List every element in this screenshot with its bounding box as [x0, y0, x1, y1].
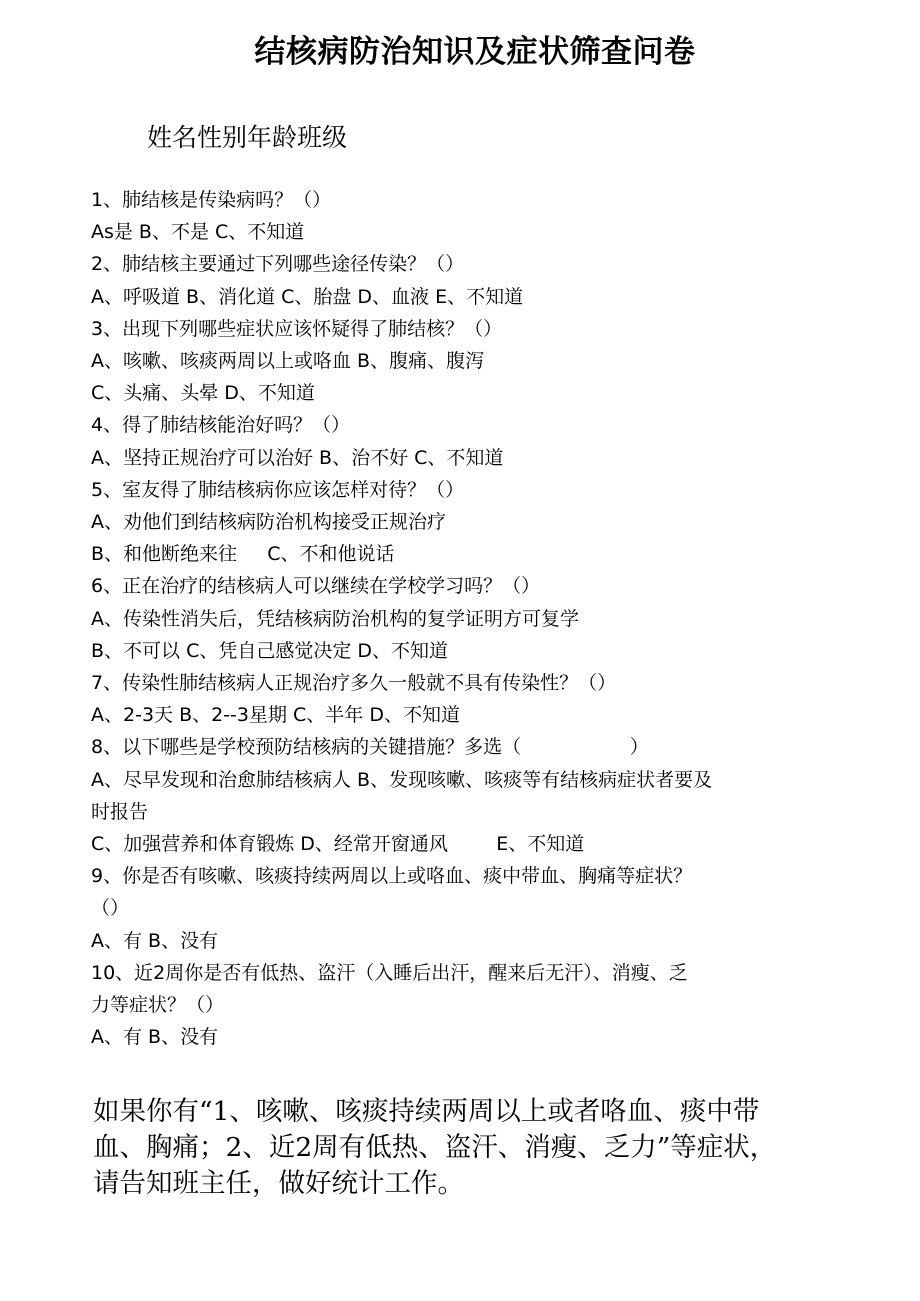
q5-options-line-2: B、和他断绝来往 C、不和他说话 [91, 543, 395, 566]
q8-question: 8、以下哪些是学校预防结核病的关键措施？多选（ ） [91, 736, 649, 759]
question-list [91, 184, 811, 1053]
info-fields-line: 姓名性别年龄班级 [147, 123, 348, 152]
q7-question: 7、传染性肺结核病人正规治疗多久一般就不具有传染性？（） [91, 672, 617, 695]
q1-question: 1、肺结核是传染病吗？（） [91, 189, 332, 211]
q4-question: 4、得了肺结核能治好吗？（） [91, 414, 351, 437]
q4-options: A、坚持正规治疗可以治好 B、治不好 C、不知道 [91, 446, 504, 469]
q8-options-line-2: 时报告 [91, 800, 149, 823]
q1-options: As是 B、不是 C、不知道 [91, 221, 305, 244]
q2-question: 2、肺结核主要通过下列哪些途径传染？（） [91, 253, 465, 276]
q5-question: 5、室友得了肺结核病你应该怎样对待？（） [91, 478, 465, 501]
q9-question: 9、你是否有咳嗽、咳痰持续两周以上或咯血、痰中带血、胸痛等症状？ [91, 865, 693, 888]
q10-options: A、有 B、没有 [91, 1026, 219, 1049]
q9-question-cont: （） [91, 897, 130, 920]
q2-options: A、呼吸道 B、消化道 C、胎盘 D、血液 E、不知道 [91, 285, 524, 308]
q8-options-line-1: A、尽早发现和治愈肺结核病人 B、发现咳嗽、咳痰等有结核病症状者要及 [91, 768, 713, 791]
page-title: 结核病防治知识及症状筛查问卷 [254, 34, 696, 70]
q10-question-cont: 力等症状？（） [91, 994, 225, 1017]
q6-options-line-2: B、不可以 C、凭自己感觉决定 D、不知道 [91, 639, 449, 662]
q8-options-line-3: C、加强营养和体育锻炼 D、经常开窗通风 E、不知道 [91, 833, 585, 856]
q3-options-line-1: A、咳嗽、咳痰两周以上或咯血 B、腹痛、腹泻 [91, 350, 485, 373]
q7-options: A、2-3天 B、2--3星期 C、半年 D、不知道 [91, 704, 460, 727]
q10-question: 10、近2周你是否有低热、盗汗（入睡后出汗，醒来后无汗）、消瘦、乏 [91, 961, 688, 984]
q3-question: 3、出现下列哪些症状应该怀疑得了肺结核？（） [91, 317, 503, 340]
q3-options-line-2: C、头痛、头晕 D、不知道 [91, 382, 315, 405]
q5-options-line-1: A、劝他们到结核病防治机构接受正规治疗 [91, 511, 446, 534]
closing-notice: 如果你有“1、咳嗽、咳痰持续两周以上或者咯血、痰中带血、胸痛；2、近2周有低热、盗汗、消瘦、乏力”等症状，请告知班主任，做好统计工作。 [93, 1096, 777, 1199]
q9-options: A、有 B、没有 [91, 929, 219, 952]
q6-question: 6、正在治疗的结核病人可以继续在学校学习吗？（） [91, 575, 541, 598]
q6-options-line-1: A、传染性消失后，凭结核病防治机构的复学证明方可复学 [91, 607, 579, 630]
